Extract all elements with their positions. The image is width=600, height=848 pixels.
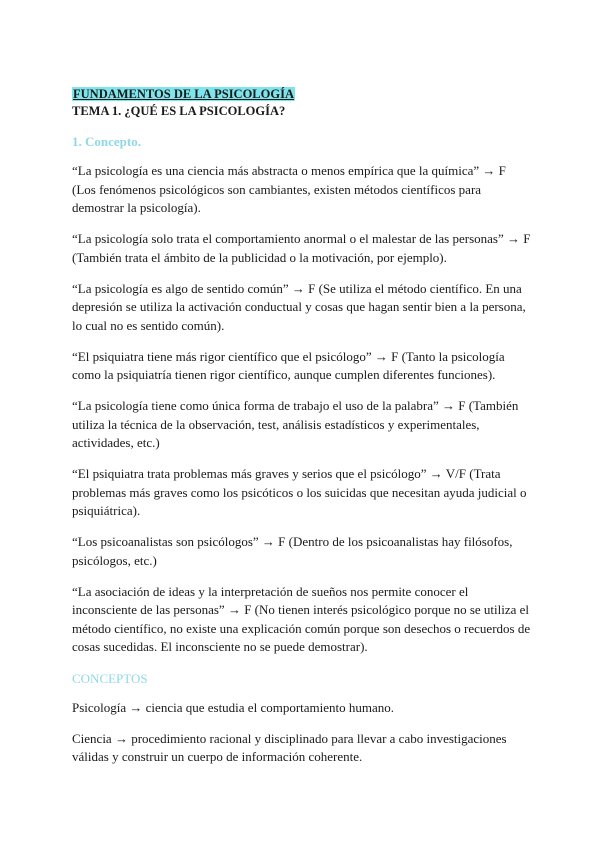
document-page — [72, 86, 532, 779]
paragraph: “El psiquiatra trata problemas más graves y serios que el psicólogo” → V/F (Trata problemas más graves como los psicóticos o los suicidas que necesitan ayuda judicial o psiquiátrica). — [72, 466, 527, 518]
section-heading-conceptos: CONCEPTOS — [72, 670, 148, 686]
paragraph: “La psicología es una ciencia más abstracta o menos empírica que la química” → F (Los fenómenos psicológicos son cambiantes, existen métodos científicos para demostrar la psicología). — [72, 163, 506, 215]
section-heading-concepto: 1. Concepto. — [72, 134, 141, 149]
paragraph: “La psicología tiene como única forma de trabajo el uso de la palabra” → F (También utiliza la técnica de la observación, test, análisis estadísticos y experimentales, actividades, etc.) — [72, 398, 519, 450]
paragraph: “La asociación de ideas y la interpretación de sueños nos permite conocer el inconsciente de las personas” → F (No tienen interés psicológico porque no se utiliza el método científico, no existe una explicación común porque son desechos o recuerdos de cosas sucedidas. El inconsciente no se puede demostrar). — [72, 583, 531, 654]
topic-title: TEMA 1. ¿QUÉ ES LA PSICOLOGÍA? — [72, 104, 286, 118]
definition-ciencia: Ciencia → procedimiento racional y disciplinado para llevar a cabo investigaciones válidas y construir un cuerpo de información coherente. — [72, 730, 507, 764]
document-title — [72, 86, 532, 103]
paragraph: “El psiquiatra tiene más rigor científico que el psicólogo” → F (Tanto la psicología como la psiquiatría tienen rigor científico, aunque cumplen diferentes funciones). — [72, 348, 505, 382]
paragraph: “La psicología es algo de sentido común” → F (Se utiliza el método científico. En una depresión se utiliza la activación conductual y cosas que hagan sentir bien a la persona, lo cual no es sentido común). — [72, 280, 526, 333]
definition-psicologia: Psicología → ciencia que estudia el comportamiento humano. — [72, 699, 395, 715]
paragraph: “Los psicoanalistas son psicólogos” → F (Dentro de los psicoanalistas hay filósofos, psicólogos, etc.) — [72, 534, 513, 568]
course-title: FUNDAMENTOS DE LA PSICOLOGÍA — [73, 87, 294, 101]
paragraph: “La psicología solo trata el comportamiento anormal o el malestar de las personas” → F (También trata el ámbito de la publicidad o la motivación, por ejemplo). — [72, 231, 531, 265]
